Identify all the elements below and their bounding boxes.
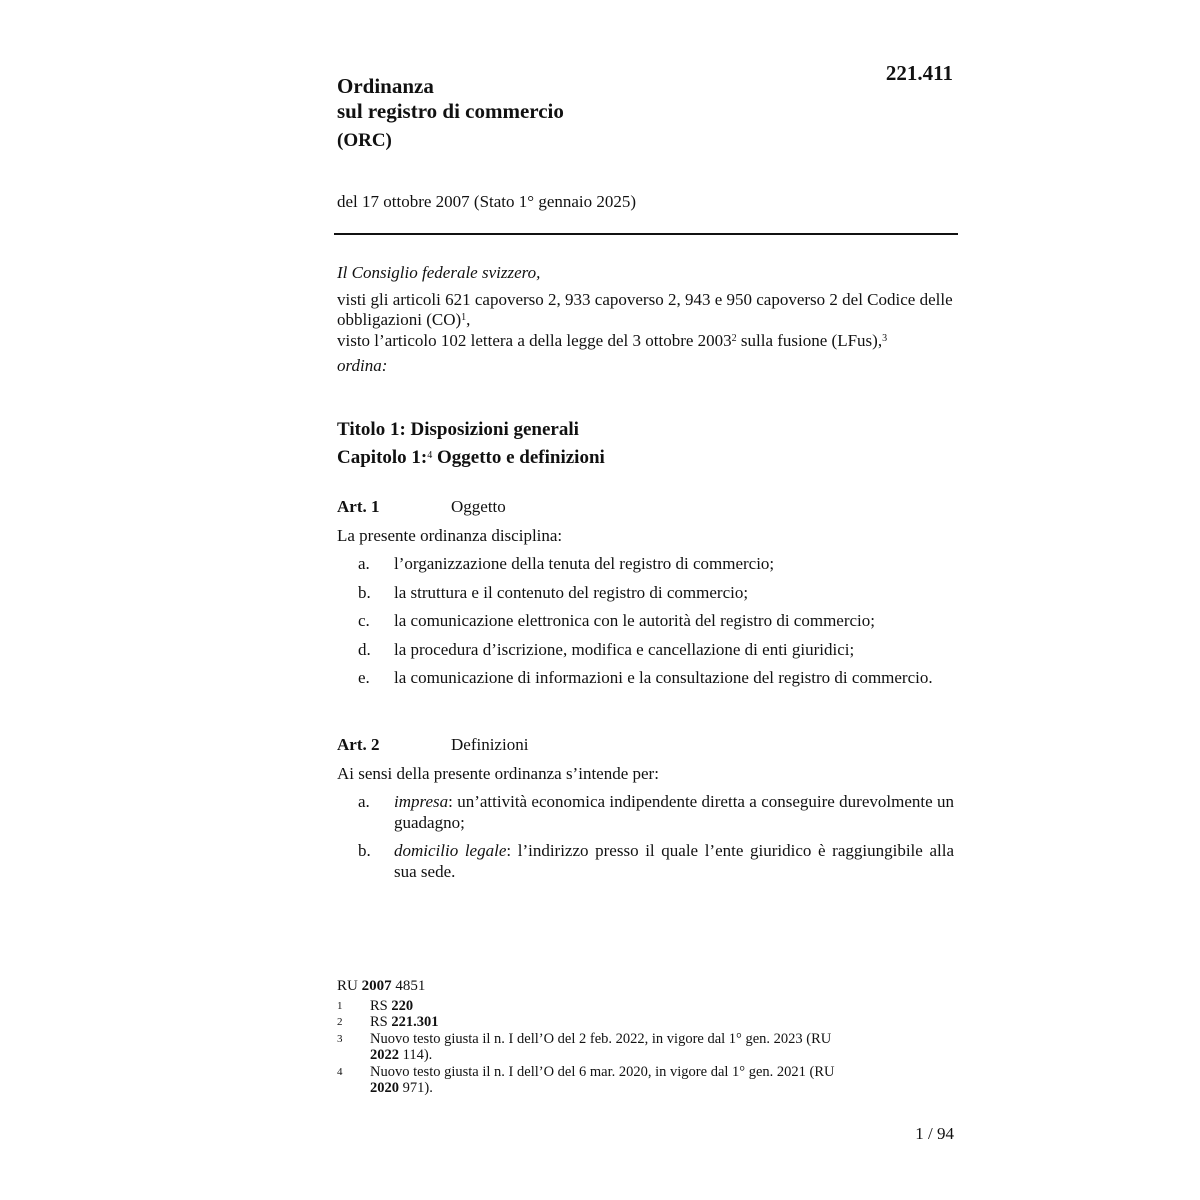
item-text: la comunicazione elettronica con le autorità del registro di commercio; [394, 611, 875, 630]
item-letter: c. [358, 611, 370, 630]
item-letter: a. [358, 792, 370, 811]
footnote [337, 1064, 857, 1097]
footnote [337, 1031, 857, 1064]
preamble [337, 263, 954, 377]
item-letter: d. [358, 639, 371, 659]
footnote-number: 1 [337, 999, 343, 1012]
article-1 [337, 497, 954, 697]
list-item [337, 668, 954, 689]
footnote-text: Nuovo testo giusta il n. I dell’O del 6 mar. 2020, in vigore dal 1° gen. 2021 (RU 2020 971). [370, 1063, 835, 1096]
article-number: Art. 2 [337, 735, 380, 754]
list-item [337, 554, 954, 575]
list-item [337, 583, 954, 604]
capitolo-heading [337, 444, 954, 472]
title-line: sul registro di commercio [337, 99, 564, 123]
item-term: domicilio legale [394, 841, 507, 860]
item-letter: b. [358, 841, 371, 860]
footnote-number: 3 [337, 1032, 343, 1045]
footnote-text: RS 221.301 [370, 1014, 439, 1030]
preamble-ordina: ordina: [337, 356, 388, 375]
bold: 2022 [370, 1047, 399, 1063]
list-item [337, 611, 954, 632]
text: sulla fusione (LFus), [736, 330, 883, 350]
preamble-line: visti gli articoli 621 capoverso 2, 933 capoverso 2, 943 e 950 capoverso 2 del Codice delle obbligazioni (CO)$^1$, [337, 289, 953, 329]
footnote-ref[interactable]: 4 [427, 450, 433, 461]
list-item [337, 792, 954, 833]
text: visto l’articolo 102 lettera a della legge del 3 ottobre 2003 [337, 330, 732, 350]
item-letter: e. [358, 668, 370, 687]
article-number: Art. 1 [337, 497, 380, 516]
page-number: 1 / 94 [915, 1124, 954, 1143]
footnote-ref[interactable]: 1 [461, 312, 467, 323]
footnote-text: RS 220 [370, 997, 414, 1014]
footnote-text: Nuovo testo giusta il n. I dell’O del 2 feb. 2022, in vigore dal 1° gen. 2023 (RU 2022 114). [370, 1030, 832, 1063]
ru-reference [337, 978, 857, 995]
title-line: Ordinanza [337, 74, 434, 98]
preamble-line [337, 331, 954, 352]
text: RU [337, 978, 362, 994]
footnote [337, 998, 857, 1015]
text: visti gli articoli 621 capoverso 2, 933 capoverso 2, 943 e 950 capoverso 2 del Codice delle obbligazioni (CO) [337, 289, 953, 329]
article-title: Oggetto [451, 497, 506, 516]
divider [334, 233, 958, 235]
footnote [337, 1014, 857, 1031]
text: Capitolo 1: [337, 447, 428, 468]
article-2 [337, 735, 954, 890]
item-letter: a. [358, 554, 370, 573]
footnote-ref[interactable]: 3 [882, 332, 888, 344]
footnote-number: 4 [337, 1065, 343, 1078]
item-text: impresa: un’attività economica indipendente diretta a conseguire durevolmente un guadagno; [394, 792, 954, 832]
bold: 2020 [370, 1080, 399, 1096]
document-date: del 17 ottobre 2007 (Stato 1° gennaio 2025) [337, 192, 637, 211]
footnotes [337, 978, 857, 1097]
text: 2007 [361, 978, 392, 994]
list-item [337, 841, 954, 882]
document-title [337, 74, 564, 153]
footnote-ref[interactable]: 2 [731, 332, 737, 344]
article-intro: La presente ordinanza disciplina: [337, 525, 563, 545]
bold: 220 [391, 997, 414, 1014]
item-text: la comunicazione di informazioni e la consultazione del registro di commercio. [394, 668, 933, 687]
sr-number: 221.411 [885, 61, 953, 85]
item-text: la struttura e il contenuto del registro di commercio; [394, 582, 749, 602]
preamble-authority: Il Consiglio federale svizzero, [337, 263, 541, 282]
headings [337, 416, 954, 472]
item-letter: b. [358, 582, 371, 602]
item-text: la procedura d’iscrizione, modifica e cancellazione di enti giuridici; [394, 639, 855, 659]
item-text: l’organizzazione della tenuta del registro di commercio; [394, 554, 775, 573]
title-abbrev: (ORC) [337, 130, 392, 151]
bold: 221.301 [391, 1014, 439, 1030]
article-intro: Ai sensi della presente ordinanza s’intende per: [337, 763, 659, 783]
item-text: domicilio legale: l’indirizzo presso il quale l’ente giuridico è raggiungibile alla sua sede. [394, 841, 954, 881]
text: 4851 [391, 978, 426, 994]
article-title: Definizioni [451, 735, 529, 754]
text: Oggetto e definizioni [432, 447, 605, 468]
titolo-heading: Titolo 1: Disposizioni generali [337, 419, 579, 440]
list-item [337, 640, 954, 661]
item-term: impresa [394, 792, 449, 811]
footnote-number: 2 [337, 1016, 343, 1028]
